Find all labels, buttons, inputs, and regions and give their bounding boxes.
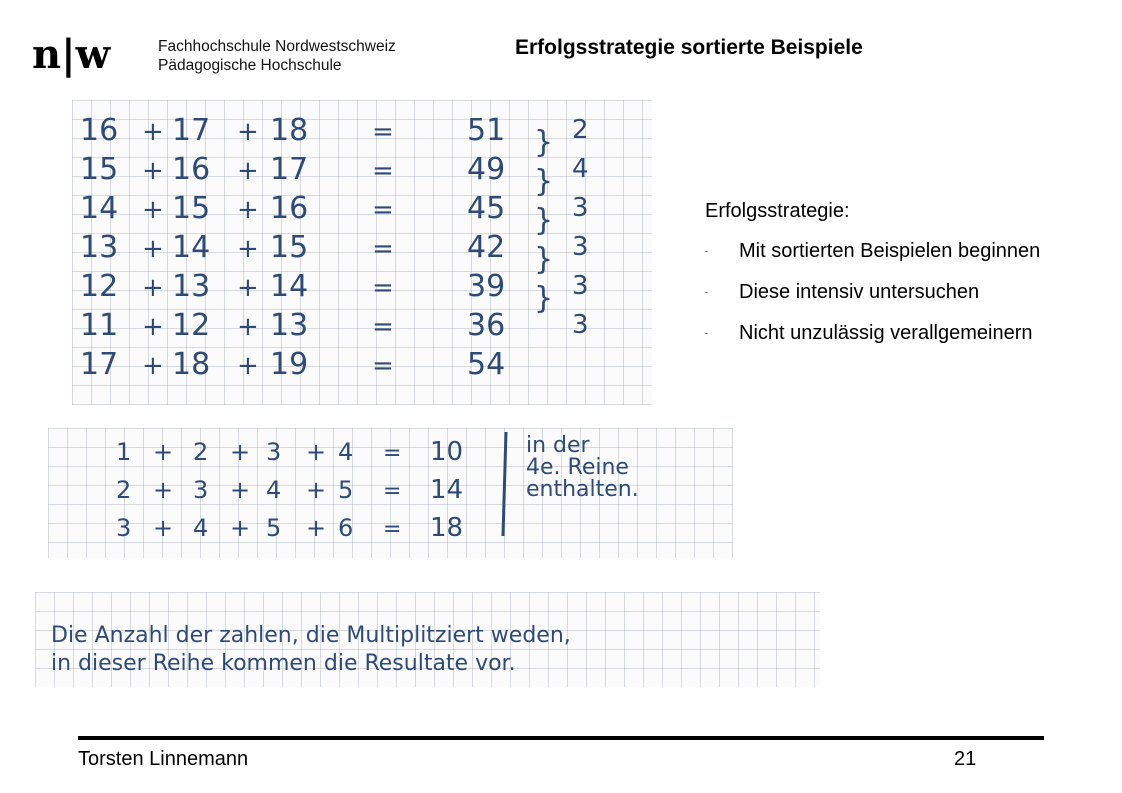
plus-sign: +: [306, 476, 327, 504]
institution-line-2: Pädagogische Hochschule: [158, 57, 342, 74]
handwritten-sums-scan: [72, 100, 652, 405]
sum-term: 18: [172, 347, 211, 382]
difference-value: 3: [572, 310, 589, 340]
sum-term: 17: [172, 113, 211, 148]
plus-sign: +: [142, 117, 164, 147]
plus-sign: +: [142, 312, 164, 342]
difference-brace: }: [534, 242, 554, 277]
note-line: in der: [526, 433, 590, 458]
sum-term: 14: [80, 191, 119, 226]
sum-term: 17: [270, 152, 309, 187]
equals-sign: =: [383, 479, 402, 504]
plus-sign: +: [306, 514, 327, 542]
sum-term: 13: [80, 230, 119, 265]
equals-sign: =: [383, 441, 402, 466]
sum-term: 6: [338, 514, 354, 542]
equals-sign: =: [372, 273, 394, 303]
sum-result: 45: [467, 191, 506, 226]
logo-mark-text: n|w: [32, 31, 111, 78]
equals-sign: =: [372, 195, 394, 225]
sum-result: 54: [467, 347, 506, 382]
sum-result: 42: [467, 230, 506, 265]
sum-term: 19: [270, 347, 309, 382]
sum-term: 12: [80, 269, 119, 304]
sum-term: 14: [172, 230, 211, 265]
strategy-item-text: Diese intensiv untersuchen: [739, 281, 980, 303]
handwritten-sums: [72, 100, 652, 405]
footer-divider: [78, 736, 1044, 740]
handwritten-sentence: [35, 592, 820, 687]
footer-author: Torsten Linnemann: [78, 748, 249, 770]
equals-sign: =: [383, 517, 402, 542]
difference-value: 3: [572, 271, 589, 301]
sum-result: 10: [430, 437, 464, 467]
sum-term: 15: [80, 152, 119, 187]
difference-value: 2: [572, 115, 589, 145]
sum-term: 16: [80, 113, 119, 148]
strategy-item-text: Mit sortierten Beispielen beginnen: [739, 240, 1041, 262]
plus-sign: +: [153, 476, 174, 504]
note-line: 4e. Reine: [526, 455, 629, 480]
plus-sign: +: [306, 438, 327, 466]
sum-result: 51: [467, 113, 506, 148]
plus-sign: +: [237, 351, 259, 381]
plus-sign: +: [142, 351, 164, 381]
sum-term: 18: [270, 113, 309, 148]
difference-brace: }: [534, 164, 554, 199]
institution-name: [158, 37, 396, 75]
separator-line: [503, 432, 506, 536]
difference-brace: }: [534, 281, 554, 316]
bullet-dash: -: [705, 328, 708, 338]
plus-sign: +: [237, 195, 259, 225]
plus-sign: +: [142, 195, 164, 225]
sentence-line: Die Anzahl der zahlen, die Multiplitziert weden,: [51, 623, 571, 648]
institution-line-1: Fachhochschule Nordwestschweiz: [158, 38, 396, 55]
plus-sign: +: [237, 273, 259, 303]
handwritten-four-sums: [48, 428, 733, 558]
plus-sign: +: [237, 156, 259, 186]
strategy-item: [705, 319, 1122, 347]
sum-term: 1: [116, 438, 132, 466]
sum-term: 15: [172, 191, 211, 226]
plus-sign: +: [237, 312, 259, 342]
sum-term: 5: [338, 476, 354, 504]
sum-term: 2: [116, 476, 132, 504]
sum-term: 3: [116, 514, 132, 542]
strategy-item: [705, 278, 1069, 306]
equals-sign: =: [372, 117, 394, 147]
plus-sign: +: [237, 234, 259, 264]
bullet-dash: -: [705, 287, 708, 297]
equals-sign: =: [372, 351, 394, 381]
plus-sign: +: [230, 438, 251, 466]
plus-sign: +: [142, 234, 164, 264]
fhnw-logo: [30, 30, 140, 82]
sum-term: 3: [266, 438, 282, 466]
slide-title: Erfolgsstrategie sortierte Beispiele: [515, 36, 863, 59]
sum-term: 13: [172, 269, 211, 304]
handwritten-four-sums-scan: [48, 428, 733, 558]
strategy-item-text: Nicht unzulässig verallgemeinern: [739, 322, 1033, 344]
sum-result: 18: [430, 513, 464, 543]
sentence-line: in dieser Reihe kommen die Resultate vor.: [51, 651, 516, 676]
sum-term: 5: [266, 514, 282, 542]
sum-term: 2: [193, 438, 209, 466]
sum-result: 14: [430, 475, 464, 505]
sum-term: 13: [270, 308, 309, 343]
plus-sign: +: [142, 156, 164, 186]
sum-term: 3: [193, 476, 209, 504]
sum-result: 49: [467, 152, 506, 187]
plus-sign: +: [153, 438, 174, 466]
plus-sign: +: [230, 476, 251, 504]
note-line: enthalten.: [526, 477, 639, 502]
sum-result: 39: [467, 269, 506, 304]
sum-term: 4: [266, 476, 282, 504]
page-number: 21: [954, 748, 977, 770]
sum-term: 16: [270, 191, 309, 226]
handwritten-sentence-scan: [35, 592, 820, 687]
strategy-heading: Erfolgsstrategie:: [705, 200, 850, 222]
sum-term: 15: [270, 230, 309, 265]
sum-term: 4: [338, 438, 354, 466]
strategy-box: [705, 200, 1122, 360]
sum-term: 12: [172, 308, 211, 343]
sum-term: 11: [80, 308, 119, 343]
sum-term: 16: [172, 152, 211, 187]
sum-term: 4: [193, 514, 209, 542]
sum-term: 17: [80, 347, 119, 382]
difference-value: 4: [572, 154, 589, 184]
equals-sign: =: [372, 156, 394, 186]
plus-sign: +: [142, 273, 164, 303]
sum-result: 36: [467, 308, 506, 343]
difference-value: 3: [572, 232, 589, 262]
equals-sign: =: [372, 312, 394, 342]
equals-sign: =: [372, 234, 394, 264]
bullet-dash: -: [705, 246, 708, 256]
difference-brace: }: [534, 125, 554, 160]
plus-sign: +: [153, 514, 174, 542]
strategy-item: [705, 237, 1069, 265]
plus-sign: +: [237, 117, 259, 147]
sum-term: 14: [270, 269, 309, 304]
difference-brace: }: [534, 203, 554, 238]
difference-value: 3: [572, 193, 589, 223]
plus-sign: +: [230, 514, 251, 542]
